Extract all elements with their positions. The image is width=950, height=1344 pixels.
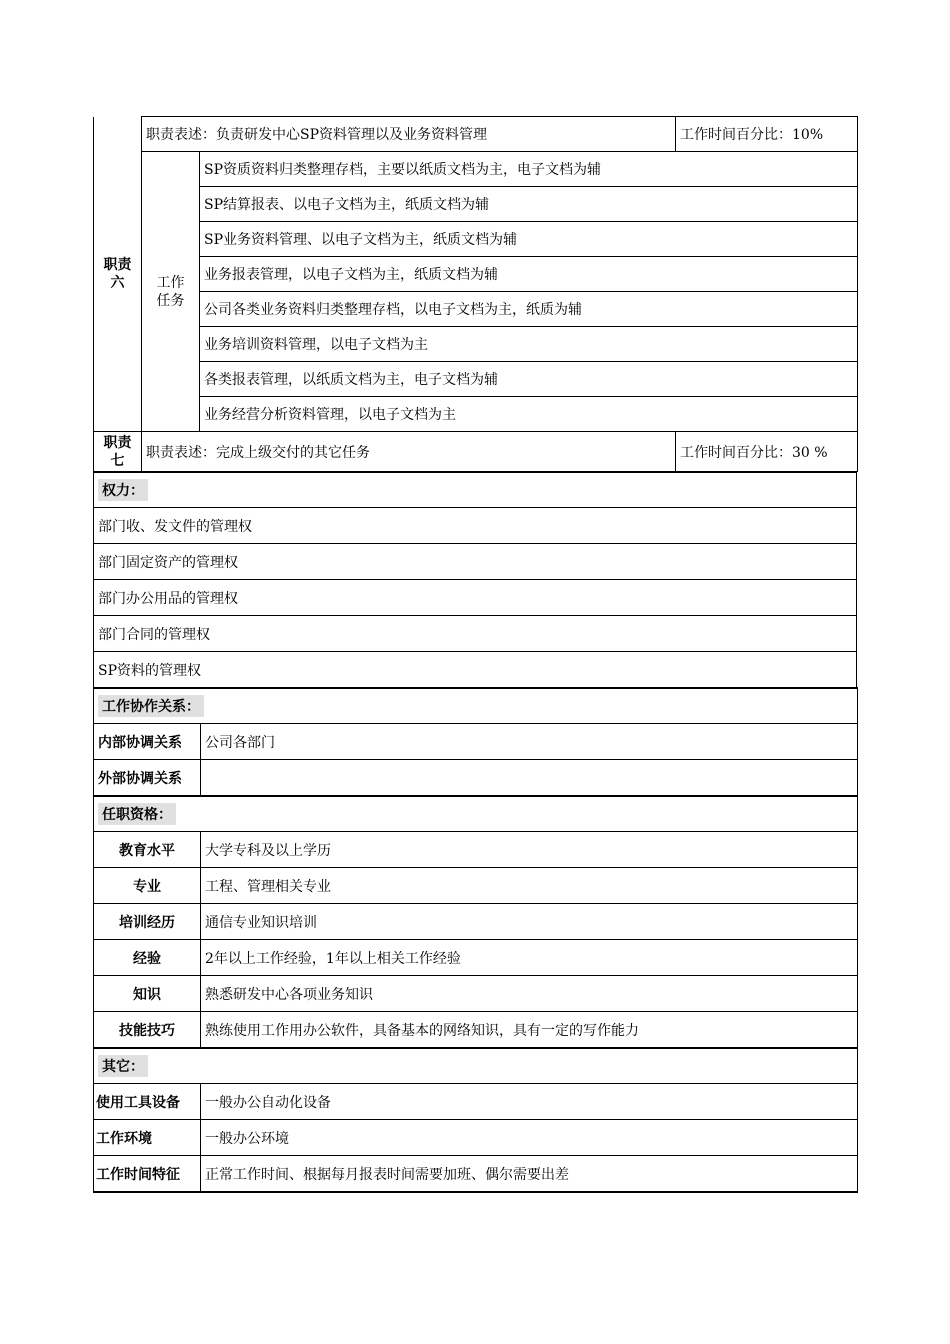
power-item: SP资料的管理权 (94, 652, 857, 688)
power-item-row (94, 508, 857, 544)
qualification-row (94, 832, 858, 868)
qualification-value: 熟练使用工作用办公软件，具备基本的网络知识，具有一定的写作能力 (201, 1012, 858, 1048)
qualifications-title: 任职资格： (98, 803, 176, 825)
power-item-row (94, 616, 857, 652)
qualification-label: 技能技巧 (94, 1012, 201, 1048)
power-item: 部门收、发文件的管理权 (94, 508, 857, 544)
power-item-row (94, 652, 857, 688)
power-title-row (94, 472, 857, 508)
job-description-sheet (93, 116, 857, 1193)
task-item: SP业务资料管理、以电子文档为主，纸质文档为辅 (200, 222, 858, 257)
task-item: 业务培训资料管理，以电子文档为主 (200, 327, 858, 362)
duty6-label: 职责六 (94, 117, 142, 432)
qualification-label: 知识 (94, 976, 201, 1012)
qualification-value: 大学专科及以上学历 (201, 832, 858, 868)
relations-table (93, 687, 858, 796)
duty7-description: 职责表述：完成上级交付的其它任务 (142, 432, 676, 472)
power-title: 权力： (98, 479, 148, 501)
other-title-row (94, 1048, 858, 1084)
duty7-row (94, 432, 858, 472)
qualification-row (94, 976, 858, 1012)
task-row (94, 222, 858, 257)
task-item: SP结算报表、以电子文档为主，纸质文档为辅 (200, 187, 858, 222)
qualification-value: 熟悉研发中心各项业务知识 (201, 976, 858, 1012)
other-table (93, 1047, 858, 1193)
power-item-row (94, 580, 857, 616)
task-item: 业务经营分析资料管理，以电子文档为主 (200, 397, 858, 432)
relation-value: 公司各部门 (201, 724, 858, 760)
duty7-time-percent: 工作时间百分比：30 % (676, 432, 858, 472)
relation-row (94, 760, 858, 796)
qualifications-table (93, 795, 858, 1048)
other-value: 一般办公环境 (201, 1120, 858, 1156)
power-item: 部门办公用品的管理权 (94, 580, 857, 616)
relation-label: 外部协调关系 (94, 760, 201, 796)
task-row (94, 152, 858, 187)
qualification-row (94, 904, 858, 940)
task-item: 各类报表管理，以纸质文档为主，电子文档为辅 (200, 362, 858, 397)
power-item: 部门固定资产的管理权 (94, 544, 857, 580)
duties-table (93, 116, 858, 472)
other-title: 其它： (98, 1055, 148, 1077)
relation-row (94, 724, 858, 760)
power-item: 部门合同的管理权 (94, 616, 857, 652)
relation-label: 内部协调关系 (94, 724, 201, 760)
qualification-label: 经验 (94, 940, 201, 976)
other-row (94, 1120, 858, 1156)
qualifications-title-row (94, 796, 858, 832)
qualification-value: 2年以上工作经验，1年以上相关工作经验 (201, 940, 858, 976)
other-row (94, 1084, 858, 1120)
task-row (94, 187, 858, 222)
task-row (94, 257, 858, 292)
duty6-description-row (94, 117, 858, 152)
relation-value (201, 760, 858, 796)
duty6-task-label: 工作任务 (142, 152, 200, 432)
other-value: 正常工作时间、根据每月报表时间需要加班、偶尔需要出差 (201, 1156, 858, 1193)
other-value: 一般办公自动化设备 (201, 1084, 858, 1120)
qualification-label: 教育水平 (94, 832, 201, 868)
power-table (93, 471, 857, 688)
qualification-value: 工程、管理相关专业 (201, 868, 858, 904)
task-item: SP资质资料归类整理存档，主要以纸质文档为主，电子文档为辅 (200, 152, 858, 187)
qualification-row (94, 1012, 858, 1048)
relations-title-row (94, 688, 858, 724)
qualification-row (94, 868, 858, 904)
qualification-row (94, 940, 858, 976)
duty6-description: 职责表述：负责研发中心SP资料管理以及业务资料管理 (142, 117, 676, 152)
task-item: 业务报表管理，以电子文档为主，纸质文档为辅 (200, 257, 858, 292)
qualification-label: 培训经历 (94, 904, 201, 940)
task-row (94, 327, 858, 362)
other-label: 工作时间特征 (94, 1156, 201, 1193)
task-item: 公司各类业务资料归类整理存档，以电子文档为主，纸质为辅 (200, 292, 858, 327)
other-label: 使用工具设备 (94, 1084, 201, 1120)
duty6-time-percent: 工作时间百分比：10% (676, 117, 858, 152)
duty7-label: 职责七 (94, 432, 142, 472)
other-label: 工作环境 (94, 1120, 201, 1156)
qualification-label: 专业 (94, 868, 201, 904)
qualification-value: 通信专业知识培训 (201, 904, 858, 940)
task-row (94, 362, 858, 397)
task-row (94, 397, 858, 432)
power-item-row (94, 544, 857, 580)
other-row (94, 1156, 858, 1193)
task-row (94, 292, 858, 327)
relations-title: 工作协作关系： (98, 695, 204, 717)
